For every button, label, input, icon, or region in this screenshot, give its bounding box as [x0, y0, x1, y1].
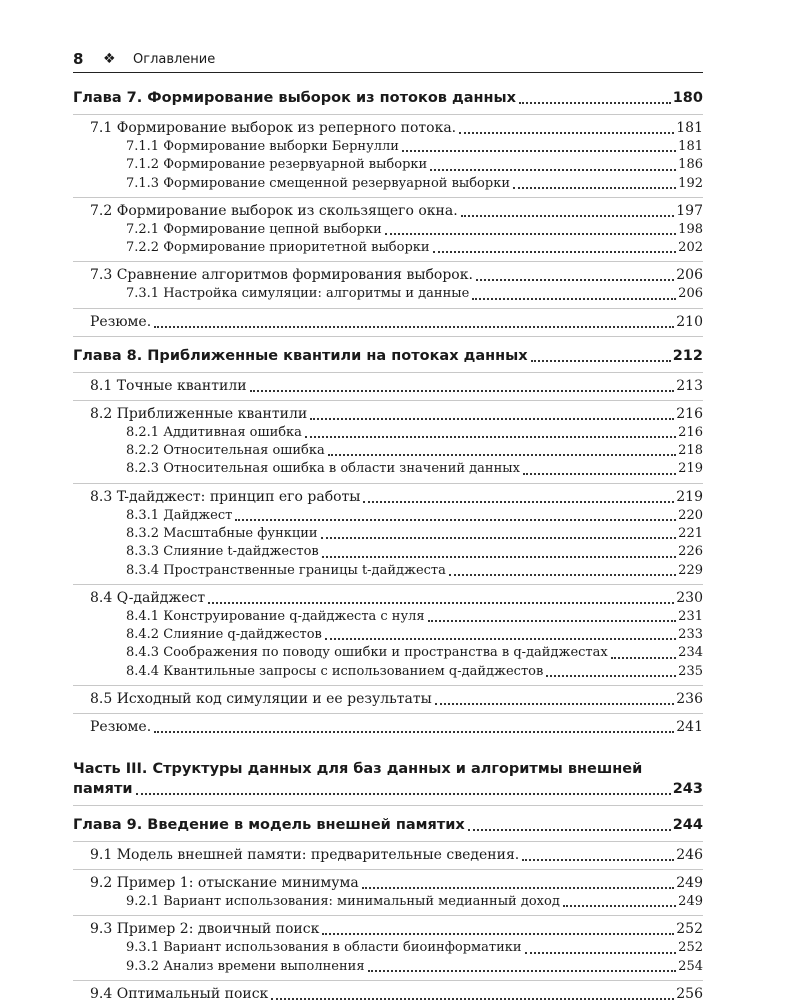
toc-subsection[interactable]	[73, 460, 703, 478]
dot-leader	[428, 620, 677, 622]
dot-leader	[459, 132, 674, 134]
toc-section-group	[73, 870, 703, 916]
toc-entry-title: Глава 8. Приближенные квантили на потоках данных	[73, 347, 528, 364]
toc-part-title: Часть III. Структуры данных для баз данных и алгоритмы внешней	[73, 761, 643, 778]
toc-entry-title: 8.3.1 Дайджест	[126, 507, 233, 523]
toc-entry-title: 7.3 Сравнение алгоритмов формирования выборок.	[90, 267, 473, 284]
toc-entry-title: 8.2 Приближенные квантили	[90, 405, 308, 422]
dot-leader	[362, 887, 674, 889]
toc-subsection[interactable]	[73, 626, 703, 644]
toc-page-number: 252	[676, 921, 703, 938]
toc-subsection[interactable]	[73, 525, 703, 543]
toc-section[interactable]	[73, 690, 703, 709]
dot-leader	[321, 537, 677, 539]
toc-section[interactable]	[73, 718, 703, 737]
toc-page-number: 229	[678, 562, 703, 578]
toc-page-number: 220	[678, 507, 703, 523]
toc-page-number: 181	[678, 139, 703, 154]
toc-entry-title: 8.4.4 Квантильные запросы с использованием q-дайджестов	[126, 663, 544, 679]
toc-page-number: 216	[676, 405, 703, 422]
toc-entry-title: 8.4.1 Конструирование q-дайджеста с нуля	[126, 608, 425, 624]
toc-section[interactable]	[73, 488, 703, 507]
toc-page-number: 210	[676, 313, 703, 330]
toc-entry-title: 7.2 Формирование выборок из скользящего окна.	[90, 202, 458, 219]
toc-section[interactable]	[73, 119, 703, 138]
dot-leader	[136, 793, 671, 795]
toc-page-number: 256	[676, 985, 703, 1002]
toc-page-number: 180	[672, 90, 703, 106]
toc-page-number: 231	[678, 608, 703, 624]
toc-subsection[interactable]	[73, 507, 703, 525]
dot-leader	[523, 473, 676, 475]
dot-leader	[468, 829, 671, 831]
dot-leader	[472, 298, 676, 300]
toc-entry-title: 9.3.1 Вариант использования в области биоинформатики	[126, 940, 522, 956]
toc-chapter[interactable]	[73, 79, 703, 115]
toc-page-number: 241	[676, 719, 703, 736]
dot-leader	[513, 187, 676, 189]
toc-subsection[interactable]	[73, 958, 703, 976]
dot-leader	[325, 638, 676, 640]
toc-section[interactable]	[73, 405, 703, 424]
toc-page-number: 219	[678, 461, 703, 477]
toc-section-group	[73, 484, 703, 585]
dot-leader	[310, 418, 674, 420]
dot-leader	[154, 731, 674, 733]
toc-part-row[interactable]	[73, 779, 703, 799]
toc-section-group	[73, 115, 703, 198]
toc-entry-title: Резюме.	[90, 313, 152, 330]
dot-leader	[525, 952, 677, 954]
toc-entry-title: 9.1 Модель внешней памяти: предварительные сведения.	[90, 847, 520, 864]
toc-page-number: 249	[676, 875, 703, 892]
toc-page-number: 249	[678, 894, 703, 910]
toc-section-group	[73, 686, 703, 714]
toc-entry-title: 7.1.1 Формирование выборки Бернулли	[126, 139, 399, 154]
dot-leader	[368, 970, 677, 972]
toc-entry-title: 7.1.2 Формирование резервуарной выборки	[126, 157, 428, 173]
toc-page-number: 202	[678, 240, 703, 256]
toc-entry-title: 9.4 Оптимальный поиск	[90, 985, 269, 1002]
toc-chapter[interactable]	[73, 806, 703, 842]
toc-subsection[interactable]	[73, 239, 703, 257]
toc-section-group	[73, 373, 703, 401]
dot-leader	[433, 251, 677, 253]
toc-entry-title: Глава 9. Введение в модель внешней памятих	[73, 817, 465, 834]
toc-entry-title: 8.3.3 Слияние t-дайджестов	[126, 544, 319, 560]
book-page	[73, 48, 703, 1008]
toc-subsection[interactable]	[73, 424, 703, 442]
toc-entry-title: 8.4.2 Слияние q-дайджестов	[126, 627, 322, 643]
toc-page-number: 234	[678, 645, 703, 661]
toc-page-number: 226	[678, 544, 703, 560]
toc-subsection[interactable]	[73, 543, 703, 561]
dot-leader	[208, 602, 674, 604]
toc-entry-title: 7.3.1 Настройка симуляции: алгоритмы и данные	[126, 286, 470, 302]
toc-page-number: 254	[678, 958, 703, 974]
toc-page-number: 235	[678, 663, 703, 679]
toc-entry-title: 7.2.1 Формирование цепной выборки	[126, 221, 382, 237]
toc-page-number: 197	[676, 202, 703, 219]
toc-subsection[interactable]	[73, 156, 703, 174]
toc-entry-title: 7.1.3 Формирование смещенной резервуарной выборки	[126, 175, 510, 191]
toc-entry-title: 7.1 Формирование выборок из реперного потока.	[90, 120, 457, 136]
toc-part[interactable]	[73, 751, 703, 806]
toc-section[interactable]	[73, 589, 703, 608]
running-header	[73, 48, 703, 73]
toc-section-group	[73, 981, 703, 1008]
toc-subsection[interactable]	[73, 138, 703, 156]
dot-leader	[322, 556, 676, 558]
toc-section-group	[73, 262, 703, 308]
toc-page-number: 216	[678, 424, 703, 440]
table-of-contents	[73, 79, 703, 1008]
dot-leader	[385, 233, 676, 235]
toc-subsection[interactable]	[73, 644, 703, 662]
dot-leader	[476, 279, 674, 281]
toc-page-number: 218	[678, 443, 703, 459]
toc-entry-title: 8.2.2 Относительная ошибка	[126, 443, 325, 459]
toc-section-group	[73, 842, 703, 870]
dot-leader	[305, 436, 676, 438]
toc-subsection[interactable]	[73, 442, 703, 460]
toc-entry-title: 8.4 Q-дайджест	[90, 589, 206, 606]
toc-page-number: 236	[676, 691, 703, 708]
toc-section[interactable]	[73, 874, 703, 893]
toc-entry-title: 8.5 Исходный код симуляции и ее результаты	[90, 691, 432, 708]
toc-entry-title: 9.3 Пример 2: двоичный поиск	[90, 921, 320, 938]
toc-entry-title: 7.2.2 Формирование приоритетной выборки	[126, 240, 430, 256]
toc-page-number: 206	[678, 286, 703, 302]
toc-section[interactable]	[73, 266, 703, 285]
toc-page-number: 206	[676, 267, 703, 284]
toc-entry-title: памяти	[73, 781, 133, 798]
toc-entry-title: 8.2.1 Аддитивная ошибка	[126, 424, 302, 440]
toc-section-group	[73, 309, 703, 337]
toc-entry-title: 8.3.2 Масштабные функции	[126, 525, 318, 541]
toc-entry-title: 8.1 Точные квантили	[90, 377, 247, 394]
toc-page-number: 233	[678, 627, 703, 643]
toc-page-number: 221	[678, 525, 703, 541]
toc-section[interactable]	[73, 377, 703, 396]
toc-entry-title: 8.3 T-дайджест: принцип его работы	[90, 488, 361, 505]
dot-leader	[322, 933, 674, 935]
toc-entry-title: 9.3.2 Анализ времени выполнения	[126, 958, 365, 974]
toc-section[interactable]	[73, 920, 703, 939]
toc-page-number: 213	[676, 377, 703, 394]
toc-page-number: 230	[676, 589, 703, 606]
dot-leader	[363, 501, 674, 503]
dot-leader	[461, 215, 675, 217]
dot-leader	[430, 169, 676, 171]
toc-section-group	[73, 401, 703, 484]
toc-section-group	[73, 916, 703, 981]
toc-page-number: 246	[676, 847, 703, 864]
toc-entry-title: 9.2.1 Вариант использования: минимальный медианный доход	[126, 894, 560, 910]
dot-leader	[402, 150, 676, 152]
toc-page-number: 244	[672, 817, 703, 834]
toc-section[interactable]	[73, 846, 703, 865]
toc-section[interactable]	[73, 202, 703, 221]
toc-subsection[interactable]	[73, 175, 703, 193]
toc-page-number: 186	[678, 157, 703, 173]
running-title: Оглавление	[133, 51, 216, 67]
dot-leader	[522, 859, 674, 861]
page-number: 8	[73, 50, 84, 68]
toc-subsection[interactable]	[73, 893, 703, 911]
dot-leader	[519, 102, 671, 104]
dot-leader	[531, 360, 671, 362]
toc-page-number: 212	[672, 347, 703, 364]
ornament-icon: ❖	[103, 51, 116, 67]
toc-page-number: 219	[676, 488, 703, 505]
toc-page-number: 243	[672, 781, 703, 798]
toc-page-number: 198	[678, 221, 703, 237]
toc-page-number: 181	[676, 120, 703, 136]
dot-leader	[235, 519, 676, 521]
toc-section-group	[73, 198, 703, 263]
toc-chapter[interactable]	[73, 337, 703, 373]
toc-section[interactable]	[73, 985, 703, 1004]
dot-leader	[611, 657, 676, 659]
toc-subsection[interactable]	[73, 608, 703, 626]
toc-section[interactable]	[73, 313, 703, 332]
dot-leader	[250, 390, 675, 392]
dot-leader	[563, 905, 676, 907]
toc-subsection[interactable]	[73, 939, 703, 957]
toc-entry-title: 9.2 Пример 1: отыскание минимума	[90, 875, 359, 892]
dot-leader	[328, 454, 676, 456]
dot-leader	[154, 326, 674, 328]
dot-leader	[449, 574, 676, 576]
toc-subsection[interactable]	[73, 663, 703, 681]
toc-entry-title: Резюме.	[90, 719, 152, 736]
toc-page-number: 192	[678, 175, 703, 191]
toc-section-group	[73, 585, 703, 686]
toc-subsection[interactable]	[73, 221, 703, 239]
toc-subsection[interactable]	[73, 285, 703, 303]
toc-subsection[interactable]	[73, 562, 703, 580]
toc-page-number: 252	[678, 940, 703, 956]
toc-entry-title: Глава 7. Формирование выборок из потоков данных	[73, 90, 517, 106]
toc-entry-title: 8.2.3 Относительная ошибка в области значений данных	[126, 461, 520, 477]
toc-entry-title: 8.4.3 Соображения по поводу ошибки и пространства в q-дайджестах	[126, 645, 608, 661]
toc-entry-title: 8.3.4 Пространственные границы t-дайджеста	[126, 562, 446, 578]
dot-leader	[546, 675, 676, 677]
dot-leader	[435, 703, 674, 705]
toc-section-group	[73, 714, 703, 741]
